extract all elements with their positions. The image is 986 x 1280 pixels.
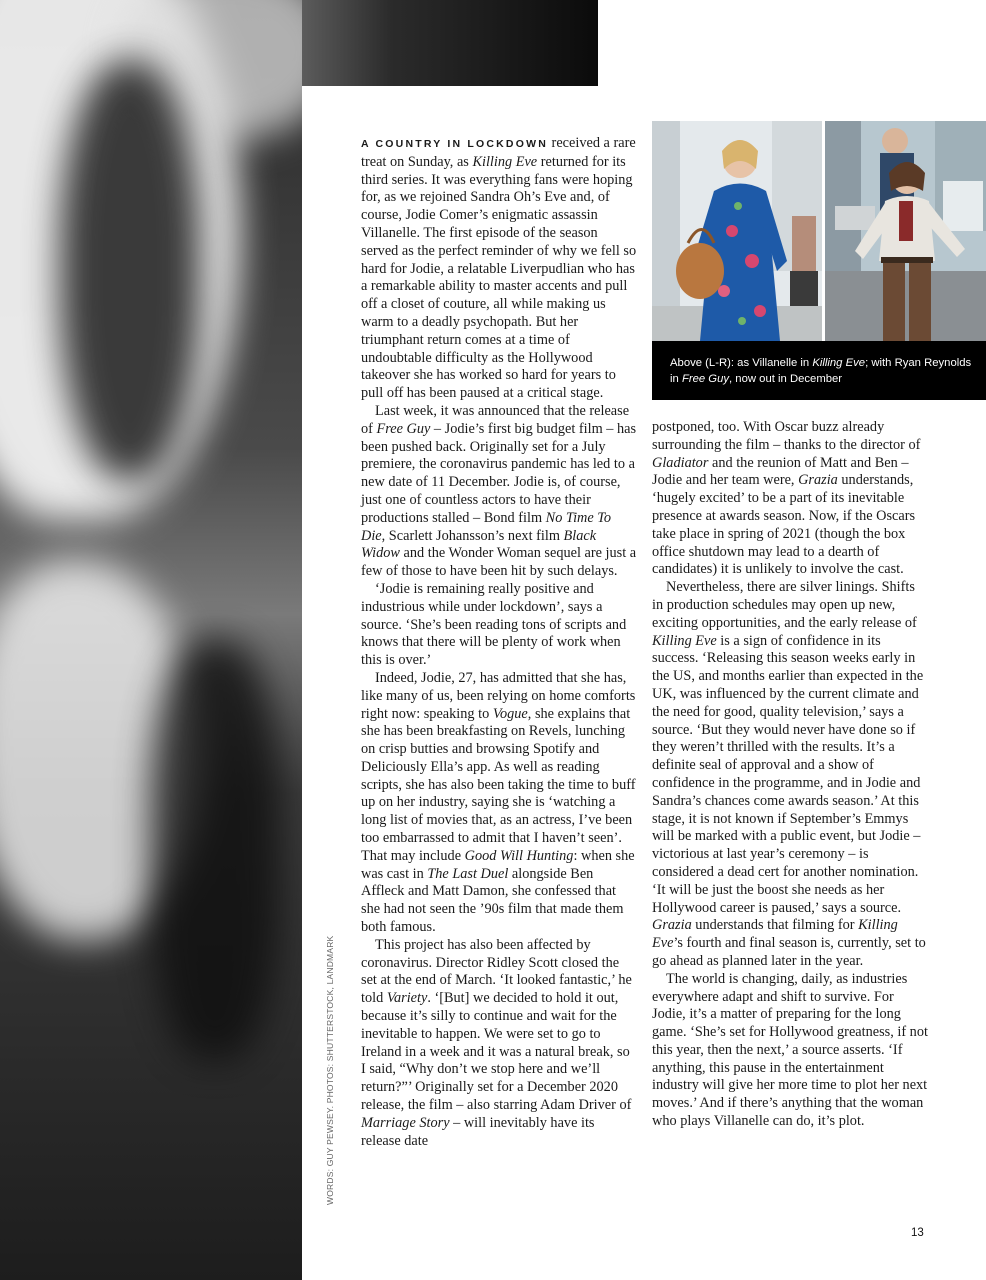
text-run: returned for its third series. It was everything fans were hoping for, as we rejoined Sandra Oh’s Eve and, of course, Jodie Comer’s enigmatic assassin Villanelle. The first episode of the season served as the perfect reminder of why we fell so hard for Jodie, a relatable Liverpudlian who has a remarkable ability to master accents and pull off a closet of couture, all while making us warm to a deadly psychopath. But her triumphant return comes at a time of undoubtable difficulty as the Hollywood takeover she has worked so hard for years to pull off has been paused at a critical stage. (361, 153, 637, 402)
text-run: . ‘[But] we decided to hold it out, because it’s silly to continue and wait for the inevitable to happen. We were set to go to Ireland in a week and it was a natural break, so I said, “Why don’t we stop here and we’ll return?”’ Originally set for a December 2020 release, the film – also starring Adam Driver of (361, 990, 632, 1114)
caption-text: Above (L-R): as Villanelle in (670, 357, 813, 369)
italic-title: Gladiator (652, 454, 709, 471)
background-photo (0, 0, 302, 1280)
photo-shadow (60, 60, 200, 480)
article-paragraph (652, 419, 928, 579)
text-run: Indeed, Jodie, 27, has admitted that she has, like many of us, been relying on home comforts right now: speaking to (361, 669, 636, 722)
article-paragraph (361, 670, 637, 937)
caption-title: Free Guy (681, 372, 730, 385)
text-run: : when she was cast in (361, 847, 635, 882)
text-run: understands, ‘hugely excited’ to be a part of its inevitable presence at awards season. Now, if the Oscars take place in spring of 2021 (though the box office shutdown may lead to a dearth of candidates) it is unlikely to involve the cast. (652, 472, 916, 578)
italic-title: Variety (386, 990, 428, 1007)
article-column-right (652, 419, 928, 1131)
caption-title: Killing Eve (812, 357, 866, 369)
article-paragraph: ‘Jodie is remaining really positive and industrious while under lockdown’, says a source. ‘She’s been reading tons of scripts and knows that there will be plenty of work when this is over.’ (361, 580, 627, 669)
italic-title: Grazia (652, 917, 692, 934)
text-run: received a rare treat on Sunday, as (361, 135, 636, 170)
text-run: understands that filming for (691, 917, 859, 934)
text-run: ’s fourth and final season is, currently, set to go ahead as planned later in the year. (652, 935, 926, 969)
italic-title: Good Will Hunting (464, 847, 574, 864)
text-run: , she explains that she has been breakfasting on Revels, lunching on crisp butties and browsing Spotify and Deliciously Ella’s app. As well as reading scripts, she has also been taking the time to buff up on her industry, saying she is ‘watching a long list of movies that, as an actress, I’ve been too embarrassed to admit that I haven’t seen’. That may include (361, 705, 636, 864)
text-run: – will inevitably have its release date (361, 1114, 595, 1149)
italic-title: Killing Eve (472, 153, 538, 170)
italic-title: The Last Duel (427, 865, 509, 882)
photo-shadow (150, 640, 280, 1060)
photo-credit: WORDS: GUY PEWSEY. PHOTOS: SHUTTERSTOCK, LANDMARK (325, 935, 335, 1205)
text-run: Last week, it was announced that the release of (361, 402, 630, 437)
italic-title: No Time To Die (361, 509, 612, 544)
article-kicker: A COUNTRY IN LOCKDOWN (361, 138, 548, 150)
text-run: is a sign of confidence in its success. ‘Releasing this season weeks early in the US, and months earlier than expected in the UK, was influenced by the current climate and the need for good, quality television,’ says a source. ‘But they would never have done so if they weren’t thrilled with the results. It’s a definite seal of approval and a show of confidence in the programme, and in Jodie and Sandra’s chances come awards season.’ At this stage, it is not known if September’s Emmys will be marked with a public event, but Jodie – victorious at last year’s ceremony – is considered a dead cert for another nomination. ‘It will be just the boost she needs as her Hollywood career is paused,’ says a source. (652, 632, 924, 916)
italic-title: Killing Eve (652, 917, 898, 952)
italic-title: Black Widow (361, 527, 597, 562)
article-column-left (361, 135, 637, 1150)
article-paragraph: The world is changing, daily, as industries everywhere adapt and shift to survive. For Jodie, it’s a matter of preparing for the long game. ‘She’s set for Hollywood greatness, if not this year, then the next,’ a source asserts. ‘If anything, this pause in the entertainment industry will give her more time to plot her next moves.’ And if there’s anything that the woman who plays Villanelle can do, it’s plot. (652, 970, 928, 1130)
page-number: 13 (911, 1227, 924, 1239)
article-paragraph (361, 937, 637, 1151)
text-run: alongside Ben Affleck and Matt Damon, she confessed that she had not seen the ’90s film that made them both famous. (361, 865, 624, 936)
article-paragraph (361, 135, 637, 403)
article-paragraph (652, 579, 928, 971)
background-photo-top (302, 0, 598, 86)
photo-caption (652, 341, 986, 400)
italic-title: Killing Eve (652, 632, 717, 649)
article-paragraph (361, 403, 637, 581)
free-guy-photo-illustration (825, 121, 986, 341)
caption-text: , now out in December (729, 372, 843, 385)
villanelle-photo-illustration (652, 121, 822, 341)
villanelle-photo (652, 121, 822, 341)
caption-text: ; with Ryan Reynolds in (670, 357, 972, 385)
text-run: , Scarlett Johansson’s next film (381, 527, 564, 544)
italic-title: Vogue (492, 705, 528, 722)
text-run: This project has also been affected by coronavirus. Director Ridley Scott closed the set at the end of March. ‘It looked fantastic,’ he told (361, 936, 632, 1007)
photo-block (652, 121, 986, 341)
italic-title: Marriage Story (361, 1114, 450, 1131)
italic-title: Free Guy (376, 420, 431, 437)
text-run: postponed, too. With Oscar buzz already surrounding the film – thanks to the director of (652, 419, 921, 453)
text-run: and the reunion of Matt and Ben – Jodie and her team were, (652, 454, 909, 489)
free-guy-photo (825, 121, 986, 341)
text-run: Nevertheless, there are silver linings. Shifts in production schedules may open up new, exciting opportunities, and the early release of (652, 579, 917, 631)
italic-title: Grazia (798, 472, 838, 489)
text-run: and the Wonder Woman sequel are just a few of those to have been hit by such delays. (361, 545, 637, 580)
text-run: – Jodie’s first big budget film – has been pushed back. Originally set for a July premiere, the coronavirus pandemic has led to a new date of 11 December. Jodie is, of course, just one of countless actors to have their productions stalled – Bond film (361, 420, 637, 526)
